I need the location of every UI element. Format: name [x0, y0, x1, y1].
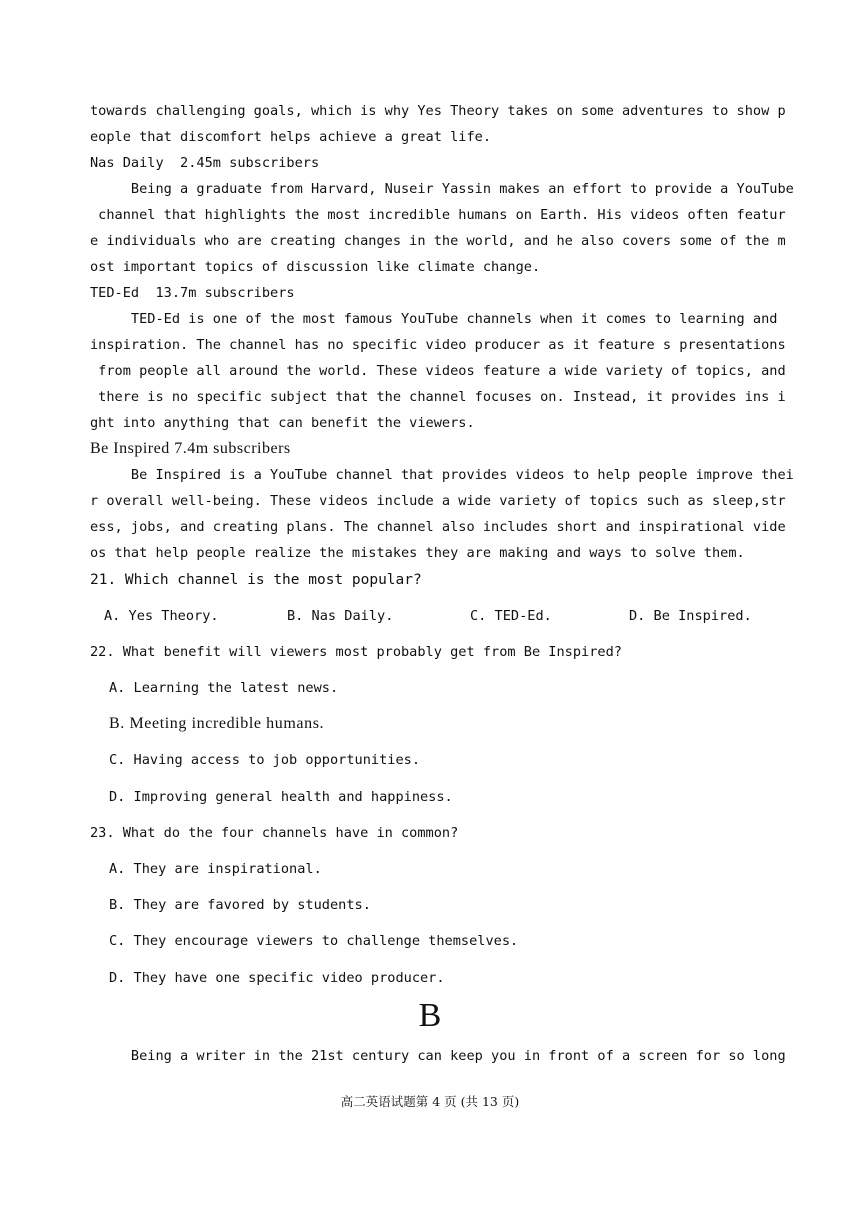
question-23-option-a: A. They are inspirational.: [109, 861, 322, 877]
passage-line: TED-Ed is one of the most famous YouTube channels when it comes to learning and: [90, 311, 778, 327]
channel-heading-nas-daily: Nas Daily 2.45m subscribers: [90, 155, 320, 171]
question-21-option-d: D. Be Inspired.: [629, 608, 752, 624]
section-b-first-line: Being a writer in the 21st century can keep you in front of a screen for so long: [90, 1048, 786, 1064]
question-21-option-b: B. Nas Daily.: [287, 608, 394, 624]
question-23-option-b: B. They are favored by students.: [109, 897, 371, 913]
passage-line: Be Inspired is a YouTube channel that provides videos to help people improve thei: [90, 467, 794, 483]
passage-line: e individuals who are creating changes in the world, and he also covers some of the m: [90, 233, 786, 249]
passage-line: ost important topics of discussion like climate change.: [90, 259, 541, 275]
passage-line: towards challenging goals, which is why Yes Theory takes on some adventures to show p: [90, 103, 786, 119]
question-22-option-a: A. Learning the latest news.: [109, 680, 339, 696]
passage-line: r overall well-being. These videos include a wide variety of topics such as sleep,str: [90, 493, 786, 509]
passage-line: inspiration. The channel has no specific video producer as it feature s presentations: [90, 337, 786, 353]
question-22-option-b: B. Meeting incredible humans.: [109, 715, 325, 732]
channel-heading-ted-ed: TED-Ed 13.7m subscribers: [90, 285, 295, 301]
passage-line: channel that highlights the most incredible humans on Earth. His videos often featur: [90, 207, 786, 223]
page-footer: 高二英语试题第 4 页 (共 13 页): [340, 1094, 520, 1109]
question-23-stem: 23. What do the four channels have in common?: [90, 825, 459, 841]
passage-line: Being a graduate from Harvard, Nuseir Yassin makes an effort to provide a YouTube: [90, 181, 794, 197]
question-21-option-a: A. Yes Theory.: [104, 608, 219, 624]
passage-line: there is no specific subject that the channel focuses on. Instead, it provides ins i: [90, 389, 786, 405]
channel-heading-be-inspired: Be Inspired 7.4m subscribers: [90, 440, 291, 457]
question-21-stem: 21. Which channel is the most popular?: [90, 572, 422, 588]
passage-line: from people all around the world. These videos feature a wide variety of topics, and: [90, 363, 786, 379]
question-22-stem: 22. What benefit will viewers most probably get from Be Inspired?: [90, 644, 622, 660]
passage-line: os that help people realize the mistakes they are making and ways to solve them.: [90, 545, 745, 561]
question-23-option-c: C. They encourage viewers to challenge themselves.: [109, 933, 519, 949]
passage-line: eople that discomfort helps achieve a great life.: [90, 129, 492, 145]
passage-line: ess, jobs, and creating plans. The channel also includes short and inspirational vide: [90, 519, 786, 535]
passage-line: ght into anything that can benefit the viewers.: [90, 415, 475, 431]
section-b-title: B: [418, 997, 442, 1034]
question-23-option-d: D. They have one specific video producer.: [109, 970, 445, 986]
question-22-option-d: D. Improving general health and happiness.: [109, 789, 453, 805]
question-21-option-c: C. TED-Ed.: [470, 608, 552, 624]
question-22-option-c: C. Having access to job opportunities.: [109, 752, 420, 768]
